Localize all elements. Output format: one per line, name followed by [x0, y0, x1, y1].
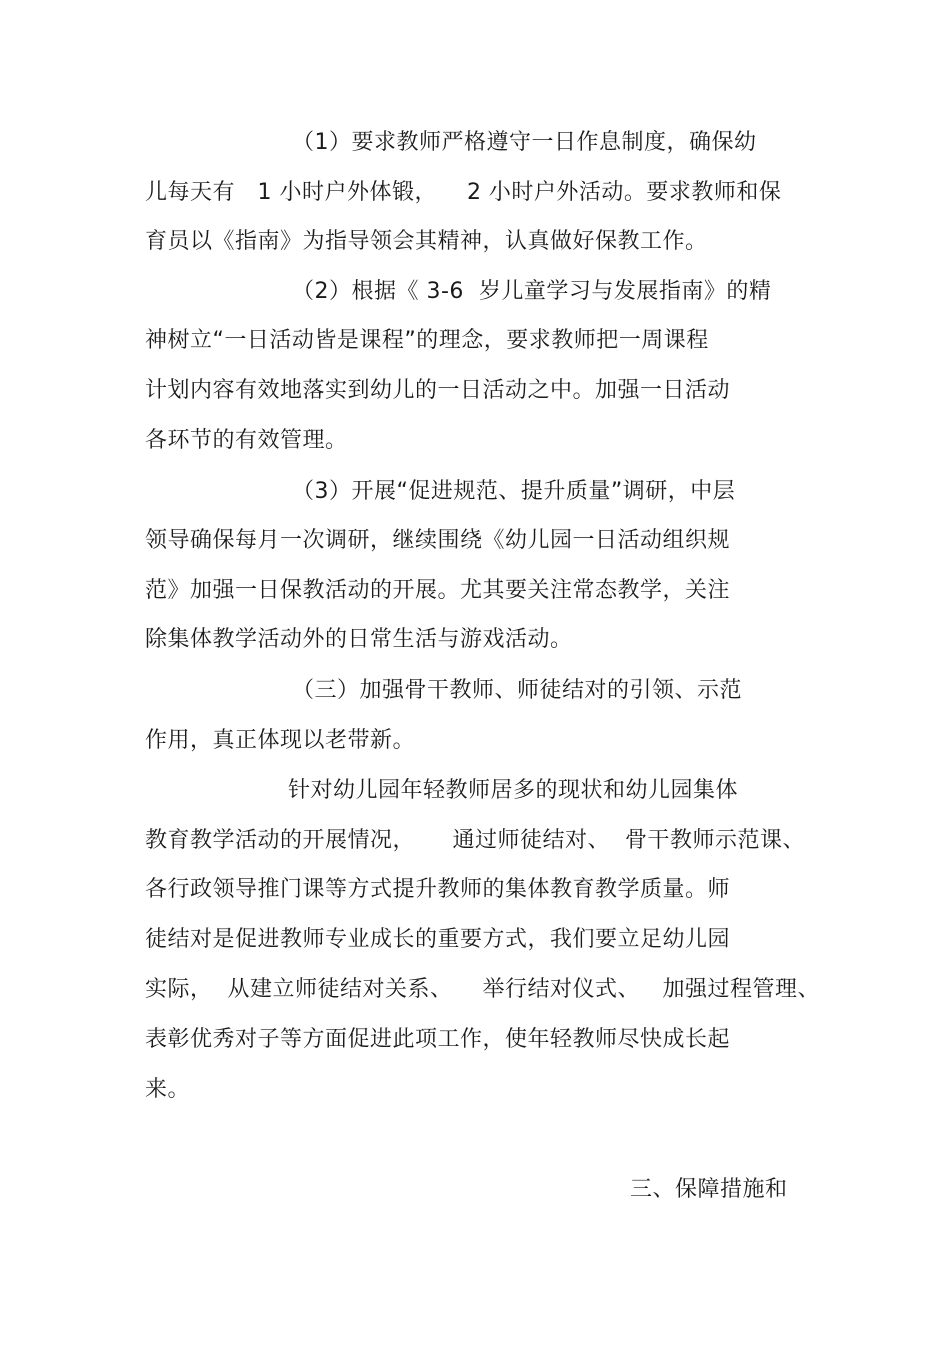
- text-line-15: 教育教学活动的开展情况， 通过师徒结对、 骨干教师示范课、: [145, 828, 805, 853]
- text-line-3: 育员以《指南》为指导领会其精神，认真做好保教工作。: [145, 229, 708, 254]
- text-line-16: 各行政领导推门课等方式提升教师的集体教育教学质量。师: [145, 877, 731, 902]
- text-line-7: 各环节的有效管理。: [145, 428, 348, 453]
- text-line-20: 来。: [145, 1077, 191, 1102]
- text-line-9: 领导确保每月一次调研，继续围绕《幼儿园一日活动组织规: [145, 528, 731, 553]
- text-line-2: 儿每天有 1 小时户外体锻， 2 小时户外活动。要求教师和保: [145, 180, 782, 205]
- text-line-14: 针对幼儿园年轻教师居多的现状和幼儿园集体: [288, 778, 739, 803]
- text-line-13: 作用，真正体现以老带新。: [145, 728, 416, 753]
- text-line-19: 表彰优秀对子等方面促进此项工作，使年轻教师尽快成长起: [145, 1027, 731, 1052]
- text-line-5: 神树立“一日活动皆是课程”的理念，要求教师把一周课程: [145, 328, 709, 353]
- text-line-11: 除集体教学活动外的日常生活与游戏活动。: [145, 627, 573, 652]
- text-line-18: 实际， 从建立师徒结对关系、 举行结对仪式、 加强过程管理、: [145, 977, 820, 1002]
- text-line-17: 徒结对是促进教师专业成长的重要方式，我们要立足幼儿园: [145, 927, 731, 952]
- text-line-8: （3）开展“促进规范、提升质量”调研，中层: [292, 479, 736, 504]
- text-line-4: （2）根据《 3-6 岁儿童学习与发展指南》的精: [292, 279, 772, 304]
- text-line-1: （1）要求教师严格遵守一日作息制度，确保幼: [292, 130, 757, 155]
- section-heading-3: （三）加强骨干教师、师徒结对的引领、示范: [292, 678, 743, 703]
- section-heading-next: 三、保障措施和: [630, 1177, 788, 1202]
- text-line-10: 范》加强一日保教活动的开展。尤其要关注常态教学，关注: [145, 578, 731, 603]
- text-line-6: 计划内容有效地落实到幼儿的一日活动之中。加强一日活动: [145, 378, 731, 403]
